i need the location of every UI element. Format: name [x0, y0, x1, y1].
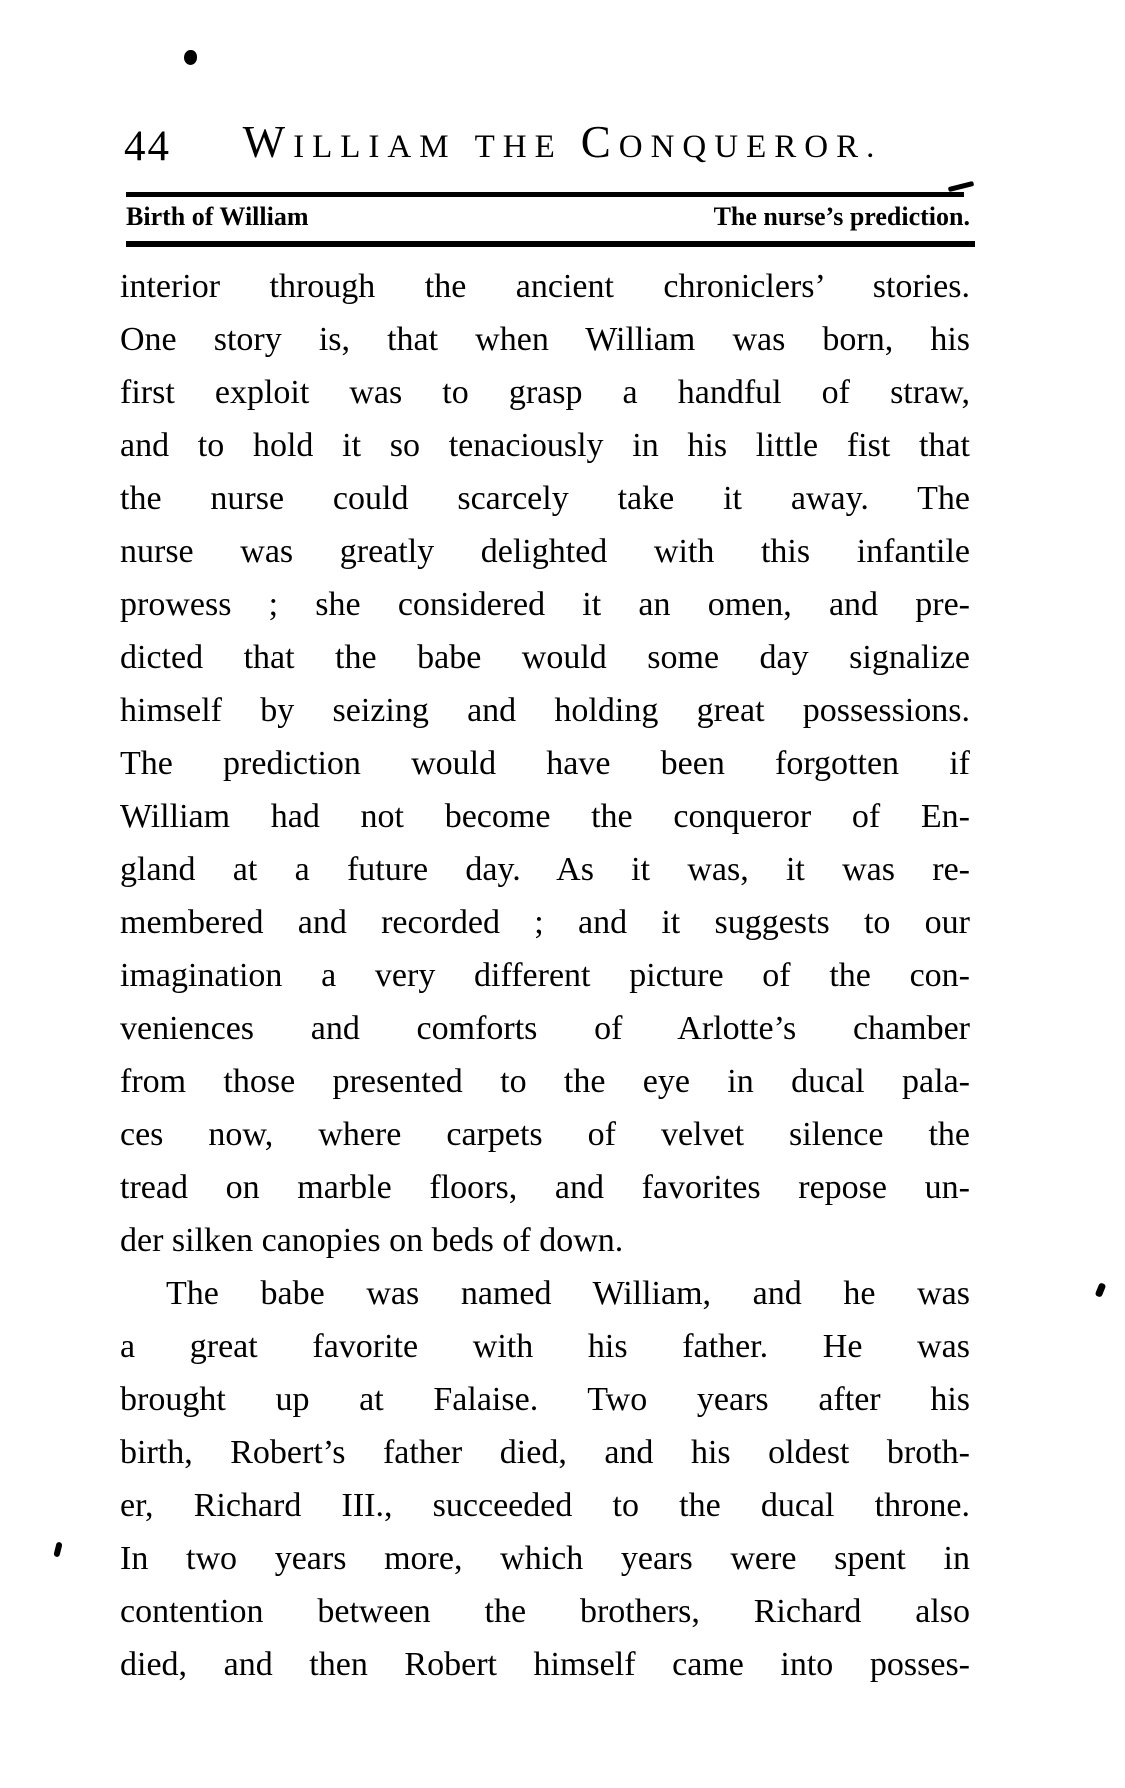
text-line: birth, Robert’s father died, and his oldest broth-: [120, 1434, 970, 1471]
text-line: The babe was named William, and he was: [166, 1275, 970, 1312]
text-line: ces now, where carpets of velvet silence the: [120, 1116, 970, 1153]
title-word-william: WILLIAM: [242, 117, 457, 167]
header-rule-top-tick: [948, 181, 974, 192]
page-title: [0, 117, 1125, 175]
text-line: gland at a future day. As it was, it was re-: [120, 851, 970, 888]
margin-mark-right: [1095, 1282, 1107, 1298]
text-line: and to hold it so tenaciously in his little fist that: [120, 427, 970, 464]
body-text: [120, 260, 970, 1691]
text-line: dicted that the babe would some day signalize: [120, 639, 970, 676]
text-line: nurse was greatly delighted with this infantile: [120, 533, 970, 570]
margin-mark-left: [53, 1541, 62, 1557]
text-line: der silken canopies on beds of down.: [120, 1222, 624, 1259]
running-head-right: The nurse’s prediction.: [713, 202, 970, 231]
title-word-the: THE: [474, 129, 563, 165]
text-line: William had not become the conqueror of En-: [120, 798, 970, 835]
text-line: membered and recorded ; and it suggests to our: [120, 904, 970, 941]
running-head-left: Birth of William: [126, 202, 309, 231]
text-line: er, Richard III., succeeded to the ducal throne.: [120, 1487, 970, 1524]
ink-speck: [184, 50, 197, 65]
text-line: In two years more, which years were spent in: [120, 1540, 970, 1577]
page-number: 44: [124, 123, 171, 170]
text-line: first exploit was to grasp a handful of straw,: [120, 374, 970, 411]
text-line: imagination a very different picture of the con-: [120, 957, 970, 994]
text-line: prowess ; she considered it an omen, and pre-: [120, 586, 970, 623]
text-line: The prediction would have been forgotten if: [120, 745, 970, 782]
text-line: himself by seizing and holding great possessions.: [120, 692, 970, 729]
title-word-conqueror: CONQUEROR.: [580, 117, 883, 167]
text-line: contention between the brothers, Richard also: [120, 1593, 970, 1630]
text-line: tread on marble floors, and favorites repose un-: [120, 1169, 970, 1206]
header-rule-top: [126, 192, 964, 197]
text-line: veniences and comforts of Arlotte’s chamber: [120, 1010, 970, 1047]
text-line: interior through the ancient chroniclers’ stories.: [120, 268, 970, 305]
header-rule-bottom: [126, 241, 975, 247]
text-line: the nurse could scarcely take it away. The: [120, 480, 970, 517]
text-line: One story is, that when William was born, his: [120, 321, 970, 358]
text-line: from those presented to the eye in ducal pala-: [120, 1063, 970, 1100]
text-line: a great favorite with his father. He was: [120, 1328, 970, 1365]
text-line: died, and then Robert himself came into posses-: [120, 1646, 970, 1683]
text-line: brought up at Falaise. Two years after his: [120, 1381, 970, 1418]
